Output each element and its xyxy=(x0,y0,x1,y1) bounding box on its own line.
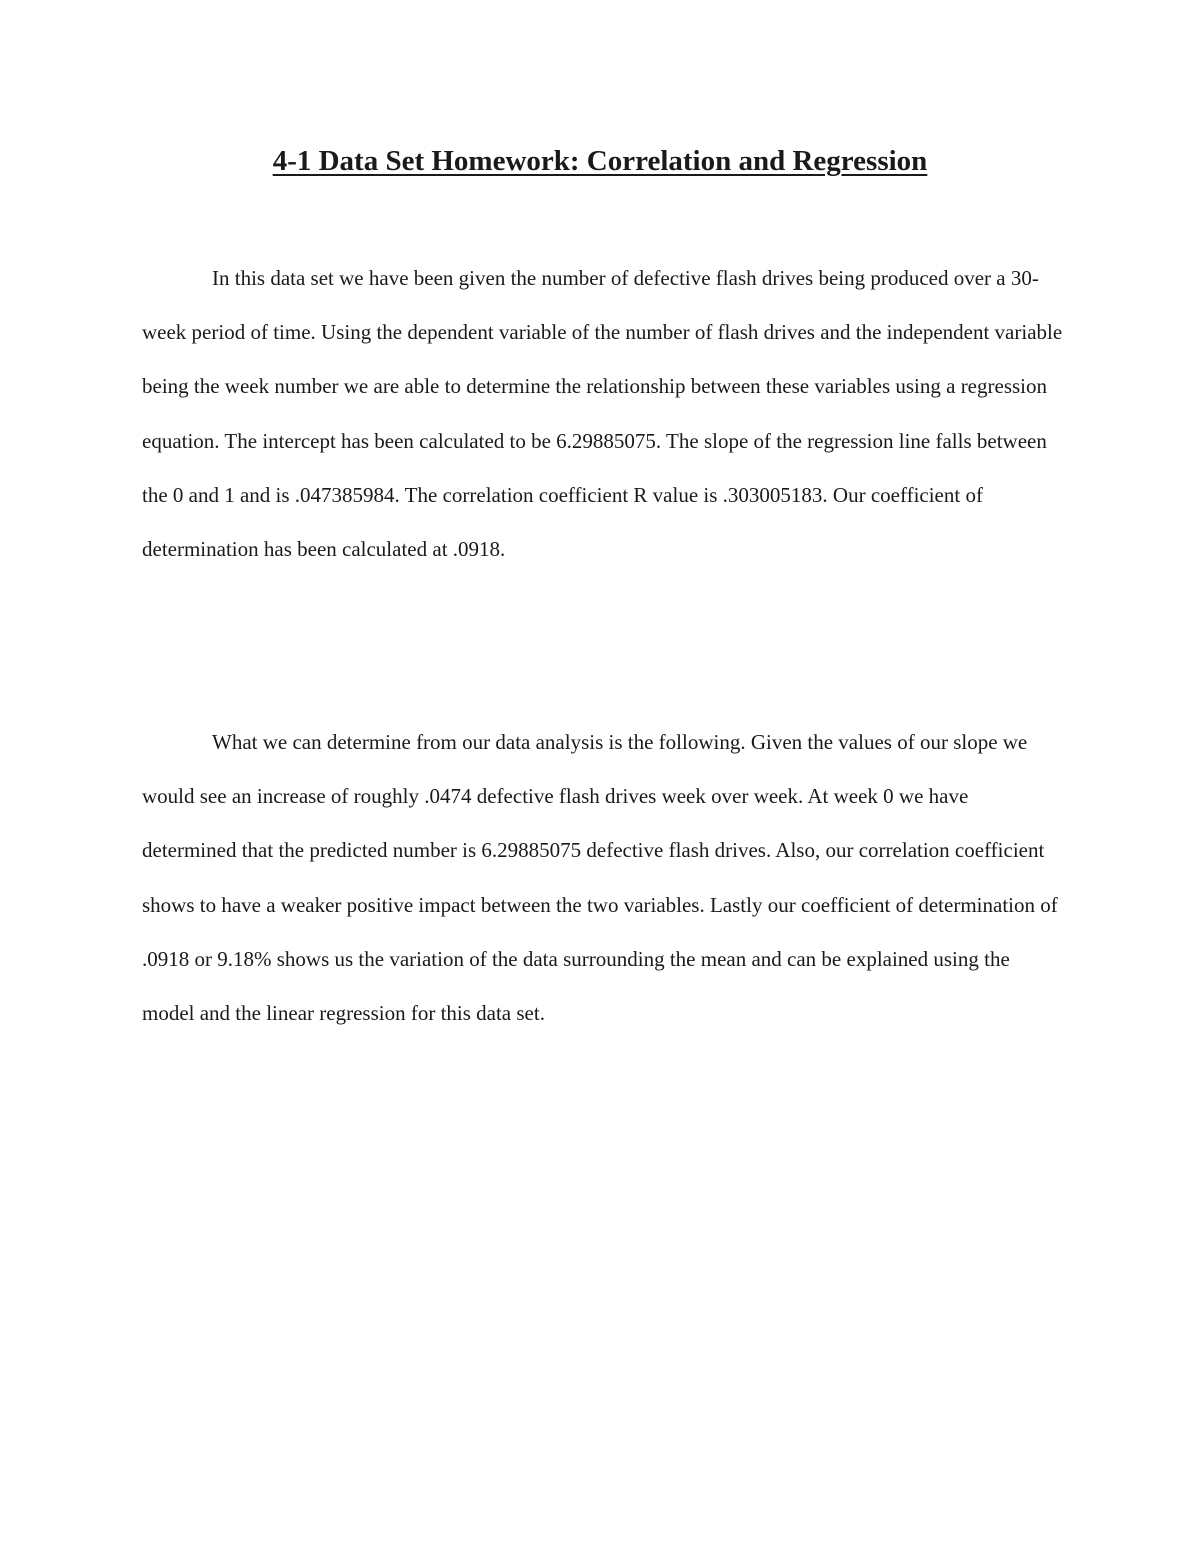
paragraph-analysis: What we can determine from our data analysis is the following. Given the values of our slope we would see an increase of roughly .0474 defective flash drives week over week. At week 0 we have determined that the predicted number is 6.29885075 defective flash drives. Also, our correlation coefficient shows to have a weaker positive impact between the two variables. Lastly our coefficient of determination of .0918 or 9.18% shows us the variation of the data surrounding the mean and can be explained using the model and the linear regression for this data set. xyxy=(142,730,1058,1026)
document-title-text: 4-1 Data Set Homework: Correlation and Regression xyxy=(272,145,928,177)
document-title xyxy=(0,142,1200,180)
paragraph-intro: In this data set we have been given the number of defective flash drives being produced over a 30-week period of time. Using the dependent variable of the number of flash drives and the independent variable being the week number we are able to determine the relationship between these variables using a regression equation. The intercept has been calculated to be 6.29885075. The slope of the regression line falls between the 0 and 1 and is .047385984. The correlation coefficient R value is .303005183. Our coefficient of determination has been calculated at .0918. xyxy=(142,266,1063,562)
